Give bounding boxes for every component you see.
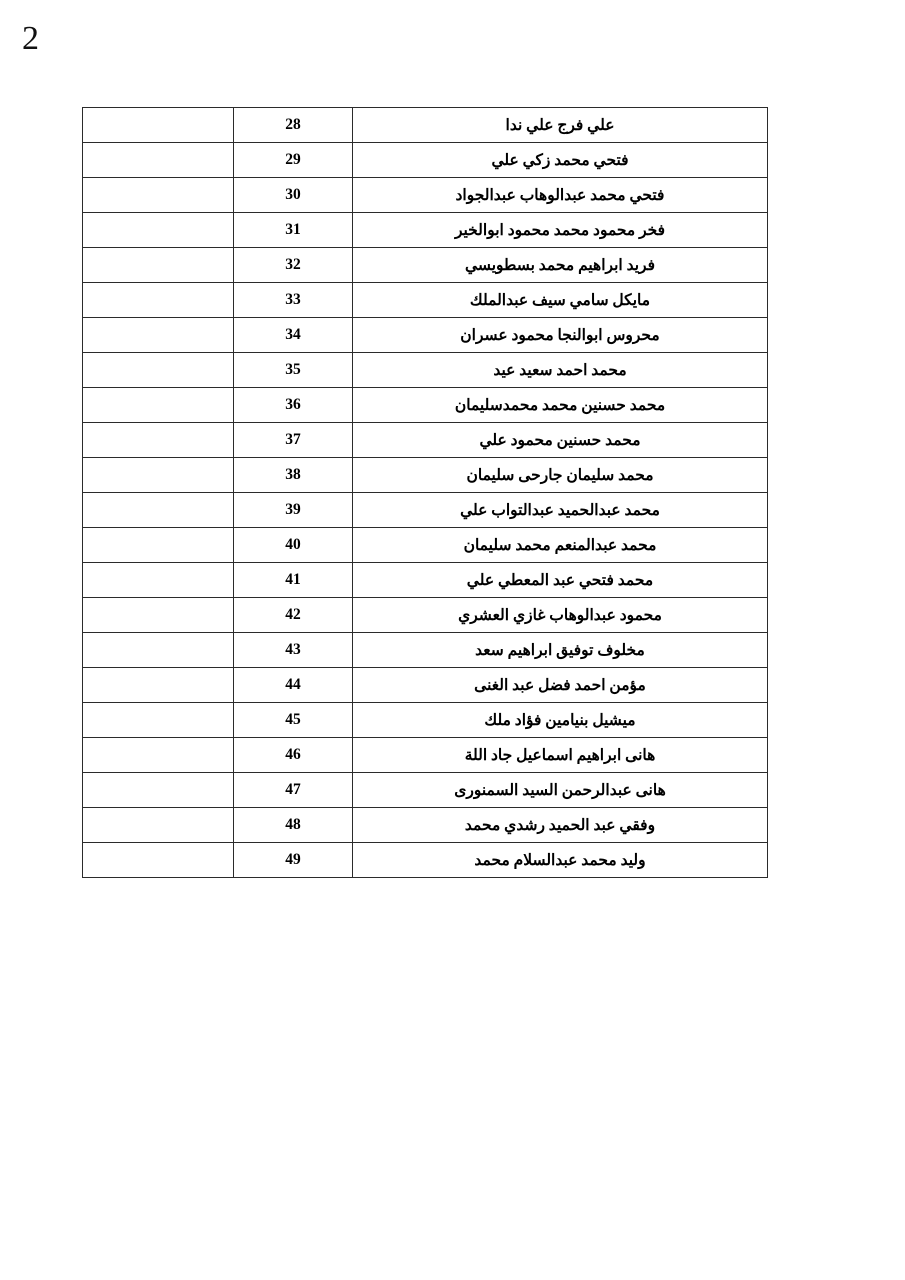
cell-number: 34 bbox=[234, 318, 353, 353]
cell-number: 38 bbox=[234, 458, 353, 493]
table-row bbox=[83, 143, 768, 178]
cell-name: فتحي محمد عبدالوهاب عبدالجواد bbox=[353, 178, 768, 213]
table-row bbox=[83, 528, 768, 563]
cell-number: 49 bbox=[234, 843, 353, 878]
cell-name: مخلوف توفيق ابراهيم سعد bbox=[353, 633, 768, 668]
cell-blank bbox=[83, 703, 234, 738]
cell-number: 36 bbox=[234, 388, 353, 423]
cell-name: فتحي محمد زكي علي bbox=[353, 143, 768, 178]
cell-name: محمود عبدالوهاب غازي العشري bbox=[353, 598, 768, 633]
cell-number: 41 bbox=[234, 563, 353, 598]
cell-name: محمد حسنين محمود علي bbox=[353, 423, 768, 458]
cell-name: هانى عبدالرحمن السيد السمنورى bbox=[353, 773, 768, 808]
cell-number: 33 bbox=[234, 283, 353, 318]
table-row bbox=[83, 388, 768, 423]
table-row bbox=[83, 493, 768, 528]
cell-name: محروس ابوالنجا محمود عسران bbox=[353, 318, 768, 353]
cell-blank bbox=[83, 528, 234, 563]
cell-blank bbox=[83, 178, 234, 213]
table-row bbox=[83, 563, 768, 598]
cell-number: 40 bbox=[234, 528, 353, 563]
cell-number: 30 bbox=[234, 178, 353, 213]
names-table bbox=[82, 107, 768, 878]
cell-name: محمد احمد سعيد عيد bbox=[353, 353, 768, 388]
cell-blank bbox=[83, 423, 234, 458]
table-row bbox=[83, 283, 768, 318]
cell-blank bbox=[83, 773, 234, 808]
cell-name: محمد فتحي عبد المعطي علي bbox=[353, 563, 768, 598]
cell-number: 46 bbox=[234, 738, 353, 773]
cell-number: 48 bbox=[234, 808, 353, 843]
table-row bbox=[83, 248, 768, 283]
names-table-body bbox=[83, 108, 768, 878]
cell-blank bbox=[83, 458, 234, 493]
cell-blank bbox=[83, 843, 234, 878]
cell-number: 47 bbox=[234, 773, 353, 808]
table-row bbox=[83, 808, 768, 843]
table-row bbox=[83, 213, 768, 248]
table-row bbox=[83, 353, 768, 388]
cell-name: وليد محمد عبدالسلام محمد bbox=[353, 843, 768, 878]
cell-number: 44 bbox=[234, 668, 353, 703]
cell-name: فريد ابراهيم محمد بسطويسي bbox=[353, 248, 768, 283]
cell-blank bbox=[83, 388, 234, 423]
table-row bbox=[83, 633, 768, 668]
cell-number: 43 bbox=[234, 633, 353, 668]
cell-number: 28 bbox=[234, 108, 353, 143]
cell-name: علي فرج علي ندا bbox=[353, 108, 768, 143]
cell-number: 32 bbox=[234, 248, 353, 283]
cell-blank bbox=[83, 248, 234, 283]
cell-name: ميشيل بنيامين فؤاد ملك bbox=[353, 703, 768, 738]
cell-name: محمد حسنين محمد محمدسليمان bbox=[353, 388, 768, 423]
cell-blank bbox=[83, 633, 234, 668]
table-row bbox=[83, 423, 768, 458]
table-row bbox=[83, 178, 768, 213]
cell-name: هانى ابراهيم اسماعيل جاد اللة bbox=[353, 738, 768, 773]
cell-number: 39 bbox=[234, 493, 353, 528]
cell-name: محمد عبدالمنعم محمد سليمان bbox=[353, 528, 768, 563]
cell-blank bbox=[83, 668, 234, 703]
table-row bbox=[83, 668, 768, 703]
table-row bbox=[83, 598, 768, 633]
cell-blank bbox=[83, 108, 234, 143]
table-row bbox=[83, 108, 768, 143]
cell-number: 31 bbox=[234, 213, 353, 248]
cell-blank bbox=[83, 283, 234, 318]
cell-name: وفقي عبد الحميد رشدي محمد bbox=[353, 808, 768, 843]
cell-number: 42 bbox=[234, 598, 353, 633]
cell-number: 29 bbox=[234, 143, 353, 178]
cell-number: 37 bbox=[234, 423, 353, 458]
table-row bbox=[83, 773, 768, 808]
cell-blank bbox=[83, 318, 234, 353]
cell-name: فخر محمود محمد محمود ابوالخير bbox=[353, 213, 768, 248]
table-row bbox=[83, 458, 768, 493]
cell-blank bbox=[83, 213, 234, 248]
cell-blank bbox=[83, 563, 234, 598]
table-row bbox=[83, 843, 768, 878]
table-row bbox=[83, 703, 768, 738]
table-row bbox=[83, 318, 768, 353]
names-table-container bbox=[146, 107, 768, 878]
cell-name: مؤمن احمد فضل عبد الغنى bbox=[353, 668, 768, 703]
page-number: 2 bbox=[22, 20, 39, 57]
cell-name: محمد عبدالحميد عبدالتواب علي bbox=[353, 493, 768, 528]
cell-blank bbox=[83, 353, 234, 388]
cell-name: مايكل سامي سيف عبدالملك bbox=[353, 283, 768, 318]
cell-number: 45 bbox=[234, 703, 353, 738]
cell-blank bbox=[83, 598, 234, 633]
table-row bbox=[83, 738, 768, 773]
cell-name: محمد سليمان جارحى سليمان bbox=[353, 458, 768, 493]
cell-number: 35 bbox=[234, 353, 353, 388]
cell-blank bbox=[83, 808, 234, 843]
cell-blank bbox=[83, 493, 234, 528]
cell-blank bbox=[83, 143, 234, 178]
cell-blank bbox=[83, 738, 234, 773]
